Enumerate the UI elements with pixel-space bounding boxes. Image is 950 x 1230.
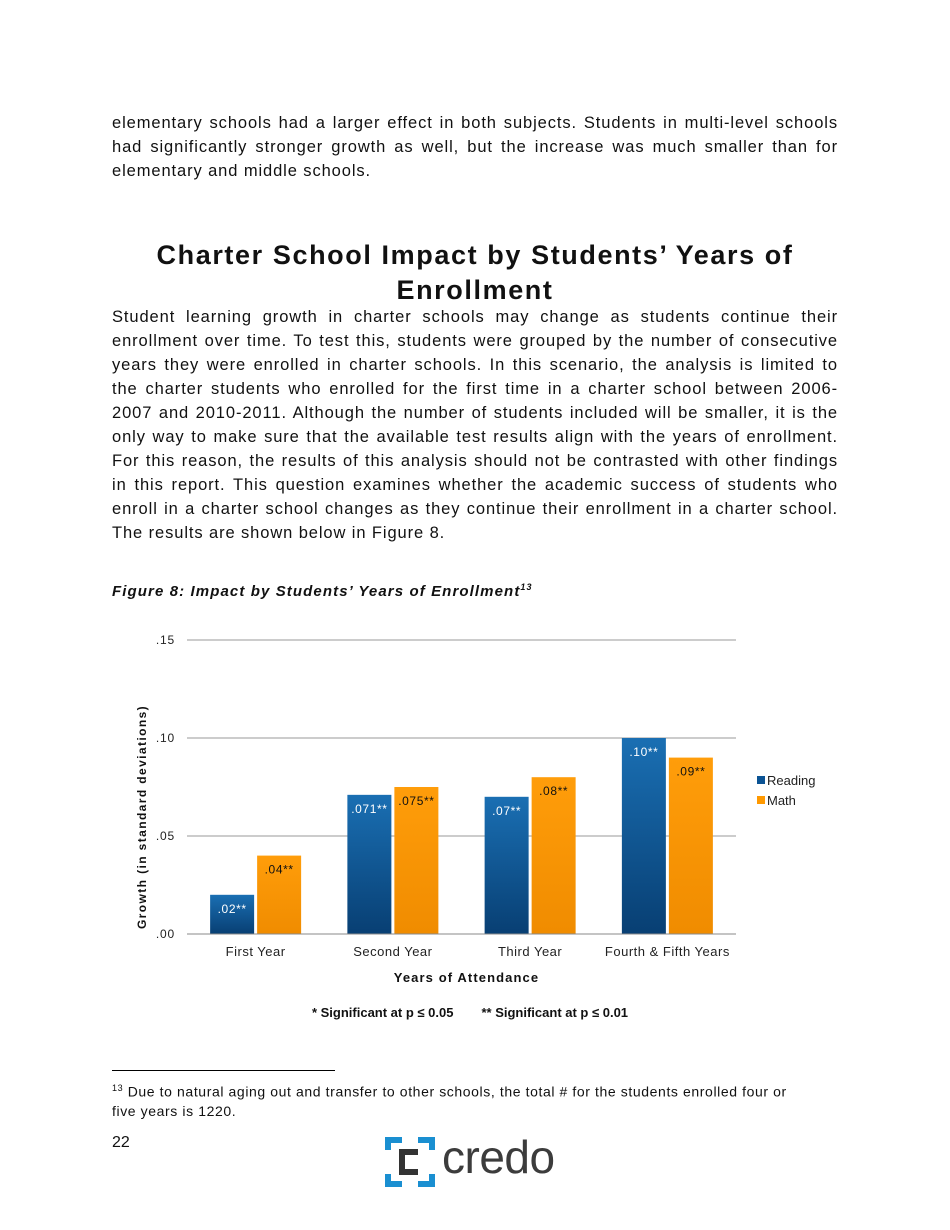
significance-single: * Significant at p ≤ 0.05	[311, 1005, 454, 1020]
figure-caption-text: Figure 8: Impact by Students’ Years of Enrollment	[112, 583, 521, 600]
data-label: .02**	[217, 901, 247, 916]
footnote-text: Due to natural aging out and transfer to other schools, the total # for the students enrolled four or five years is 1220.	[112, 1083, 787, 1119]
data-label: .08**	[539, 784, 569, 799]
x-tick-label: Third Year	[497, 944, 563, 959]
figure-footnote-ref: 13	[520, 582, 533, 592]
x-tick-label: First Year	[225, 944, 286, 959]
significance-note	[0, 1005, 940, 1020]
data-label: .04**	[264, 862, 294, 877]
body-paragraph: Student learning growth in charter schools may change as students continue their enrollment over time. To test this, students were grouped by the number of consecutive years they were enrolled in charter schools. In this scenario, the analysis is limited to the charter students who enrolled for the first time in a charter school between 2006-2007 and 2010-2011. Although the number of students included will be smaller, it is the only way to make sure that the available test results align with the years of enrollment. For this reason, the results of this analysis should not be contrasted with other findings in this report. This question examines whether the academic success of students who enroll in a charter school changes as they continue their enrollment in a charter school. The results are shown below in Figure 8.	[112, 308, 838, 542]
data-label: .09**	[676, 764, 706, 779]
data-label: .071**	[351, 801, 388, 816]
footnote	[112, 1079, 812, 1121]
x-tick-label: Second Year	[353, 944, 433, 959]
legend-label-math: Math	[767, 793, 796, 808]
footnote-number: 13	[112, 1083, 124, 1093]
bar-reading	[622, 738, 666, 934]
y-tick-label: .15	[155, 633, 175, 647]
legend-label-reading: Reading	[767, 773, 816, 788]
data-label: .075**	[398, 794, 435, 808]
data-label: .07**	[492, 803, 522, 818]
logo-wordmark: credo	[442, 1131, 555, 1183]
legend-swatch-reading	[757, 776, 765, 784]
bracket-icon	[384, 1136, 436, 1188]
x-axis-label: Years of Attendance	[393, 970, 540, 985]
significance-double: ** Significant at p ≤ 0.01	[481, 1005, 629, 1020]
credo-logo	[384, 1131, 568, 1188]
intro-paragraph: elementary schools had a larger effect in both subjects. Students in multi-level schools had significantly stronger growth as well, but the increase was much smaller than for elementary and middle schools.	[112, 114, 838, 180]
bar-math	[394, 787, 438, 934]
page-number: 22	[112, 1134, 130, 1151]
data-label: .10**	[629, 745, 659, 759]
y-tick-label: .05	[155, 829, 175, 843]
footnote-divider	[112, 1070, 335, 1071]
bar-math	[669, 758, 713, 934]
y-axis-label: Growth (in standard deviations)	[135, 704, 149, 930]
legend-swatch-math	[757, 796, 765, 804]
section-heading: Charter School Impact by Students’ Years of Enrollment	[156, 240, 794, 305]
y-tick-label: .10	[155, 731, 175, 745]
bar-math	[532, 777, 576, 934]
y-tick-label: .00	[155, 927, 175, 941]
x-tick-label: Fourth & Fifth Years	[604, 944, 730, 959]
